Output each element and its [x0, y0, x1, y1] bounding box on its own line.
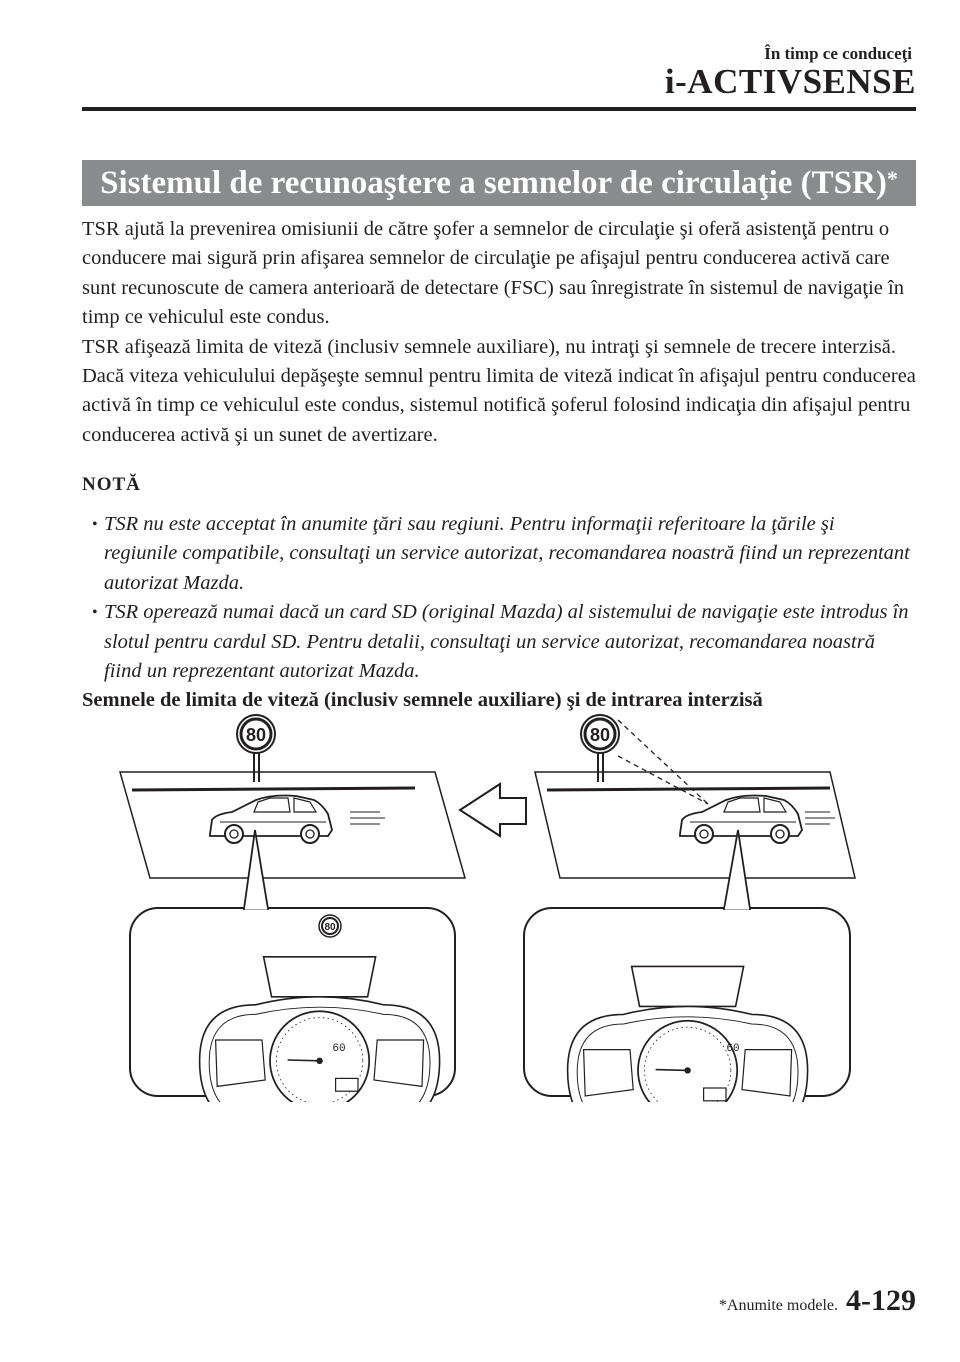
paragraph: Dacă viteza vehiculului depăşeşte semnul pentru limita de viteză indicat în afişajul pentru conducerea activă în timp ce vehiculul este condus, sistemul notifică şoferul folosind indicaţia din afişajul pentru conducerea activă şi un sunet de avertizare.	[82, 365, 916, 446]
page-number: 4-129	[846, 1284, 916, 1317]
optional-feature-marker: *	[886, 166, 898, 191]
section-title: i-ACTIVSENSE	[664, 62, 916, 101]
tsr-illustration	[110, 712, 860, 1102]
display-sign-label: 80	[324, 922, 336, 933]
footnote: *Anumite modele.	[718, 1297, 838, 1314]
speed-sign-label: 80	[245, 725, 267, 745]
display-speed-readout: 60	[332, 1043, 346, 1055]
chapter-title: În timp ce conduceţi	[764, 44, 912, 63]
note-item-text: TSR operează numai dacă un card SD (original Mazda) al sistemului de navigaţie este introdus în slotul pentru cardul SD. Pentru detalii, consultaţi un service autorizat, recomandarea noastră fiind un reprezentant autorizat Mazda.	[104, 601, 909, 683]
display-speed-readout: 60	[726, 1043, 740, 1055]
header-divider	[82, 107, 916, 111]
section-heading-bar	[82, 160, 916, 206]
note-item-text: TSR nu este acceptat în anumite ţări sau regiuni. Pentru informaţii referitoare la ţările şi regiunile compatibile, consultaţi un service autorizat, recomandarea noastră fiind un reprezentant autorizat Mazda.	[104, 513, 910, 594]
note-item	[92, 598, 912, 686]
bullet-icon: •	[92, 516, 98, 533]
speed-sign-label: 80	[589, 725, 611, 745]
body-text	[82, 215, 922, 450]
figure-caption: Semnele de limita de viteză (inclusiv semnele auxiliare) şi de intrarea interzisă	[82, 689, 763, 711]
note-heading: NOTĂ	[82, 474, 141, 495]
paragraph: TSR ajută la prevenirea omisiunii de către şofer a semnelor de circulaţie şi oferă asistenţă pentru o conducere mai sigură prin afişarea semnelor de circulaţie pe afişajul pentru conducerea activă care sunt recunoscute de camera anterioară de detectare (FSC) sau înregistrate în sistemul de navigaţie în timp ce vehiculul este condus.	[82, 218, 904, 329]
note-list	[92, 510, 912, 686]
bullet-icon: •	[92, 604, 98, 622]
section-heading-text: Sistemul de recunoaştere a semnelor de circulaţie (TSR)	[100, 164, 887, 201]
paragraph: TSR afişează limita de viteză (inclusiv semnele auxiliare), nu intraţi şi semnele de trecere interzisă.	[82, 335, 896, 358]
note-item	[92, 510, 912, 598]
